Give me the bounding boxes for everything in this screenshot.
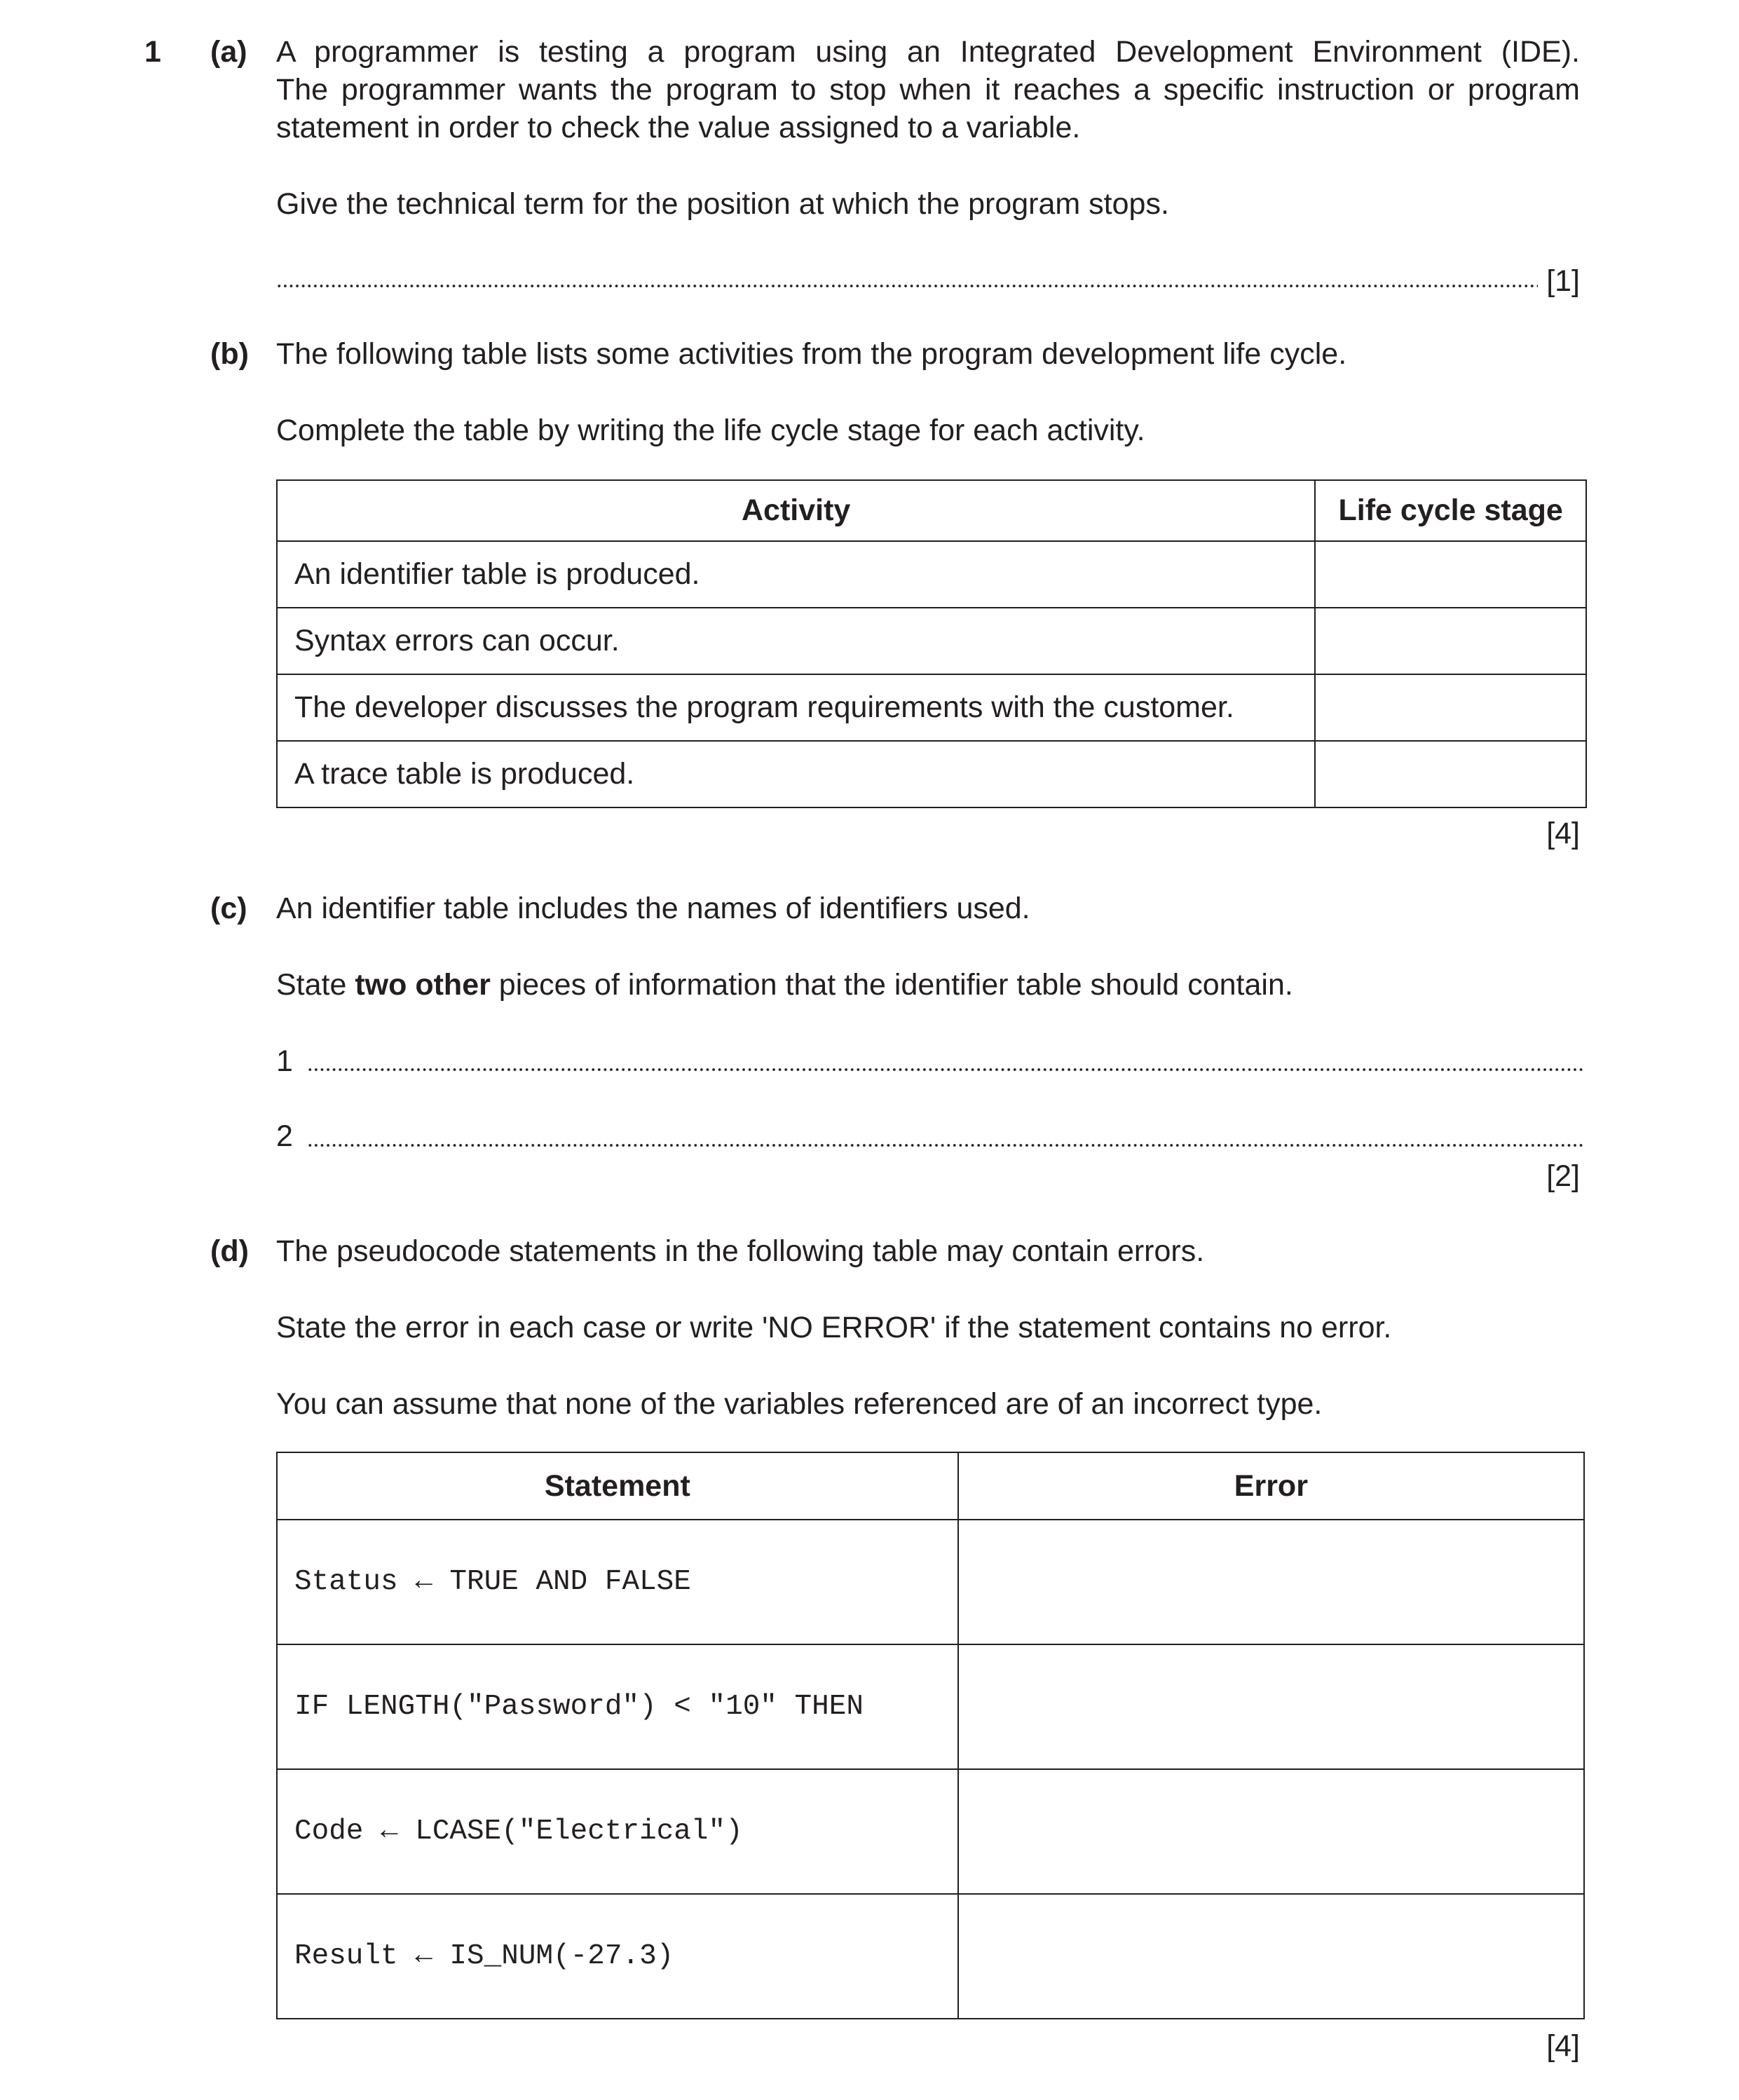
table-row — [277, 1644, 1584, 1769]
activity-header: Activity — [277, 480, 1315, 541]
part-c-marks: [2] — [1546, 1159, 1580, 1193]
table-row — [277, 1769, 1584, 1894]
table-row — [277, 608, 1586, 674]
part-c-prompt — [276, 966, 1293, 1004]
activity-cell: A trace table is produced. — [277, 741, 1315, 807]
part-c-prompt-start: State — [276, 968, 355, 1002]
part-a-label: (a) — [210, 35, 247, 69]
statement-cell: Code ← LCASE("Electrical") — [277, 1769, 958, 1894]
part-c-intro: An identifier table includes the names of identifiers used. — [276, 892, 1030, 925]
part-c-answer-line-1[interactable] — [307, 1068, 1585, 1072]
part-c-label: (c) — [210, 892, 247, 925]
life-cycle-table — [276, 479, 1587, 808]
part-b-marks: [4] — [1546, 817, 1580, 850]
table-row — [277, 541, 1586, 608]
part-a-prompt: Give the technical term for the position at which the program stops. — [276, 187, 1169, 221]
stage-answer-cell[interactable] — [1315, 608, 1586, 674]
part-c-prompt-end: pieces of information that the identifier table should contain. — [490, 968, 1293, 1002]
error-header: Error — [958, 1452, 1584, 1520]
part-a-marks: [1] — [1546, 264, 1580, 298]
part-b-prompt: Complete the table by writing the life cycle stage for each activity. — [276, 414, 1145, 447]
part-b-intro: The following table lists some activities from the program development life cycle. — [276, 337, 1347, 371]
stage-answer-cell[interactable] — [1315, 741, 1586, 807]
part-d-label: (d) — [210, 1234, 249, 1268]
part-a-answer-line[interactable] — [276, 284, 1538, 288]
stage-answer-cell[interactable] — [1315, 674, 1586, 741]
part-a-line-1: A programmer is testing a program using an Integrated Development Environment (IDE). — [276, 35, 1580, 69]
stage-answer-cell[interactable] — [1315, 541, 1586, 608]
error-answer-cell[interactable] — [958, 1769, 1584, 1894]
table-row — [277, 1894, 1584, 2019]
table-row — [277, 1520, 1584, 1644]
life-cycle-stage-header: Life cycle stage — [1315, 480, 1586, 541]
question-number: 1 — [144, 35, 161, 69]
statement-cell: Status ← TRUE AND FALSE — [277, 1520, 958, 1644]
part-a-line-3: statement in order to check the value assigned to a variable. — [276, 111, 1081, 144]
table-row — [277, 674, 1586, 741]
error-answer-cell[interactable] — [958, 1644, 1584, 1769]
part-d-marks: [4] — [1546, 2029, 1580, 2063]
statement-header: Statement — [277, 1452, 958, 1520]
pseudocode-error-table — [276, 1452, 1585, 2019]
part-c-answer-line-2[interactable] — [307, 1143, 1585, 1147]
life-cycle-table-header — [277, 480, 1586, 541]
part-b-label: (b) — [210, 337, 249, 371]
error-answer-cell[interactable] — [958, 1894, 1584, 2019]
pseudocode-table-header — [277, 1452, 1584, 1520]
activity-cell: The developer discusses the program requirements with the customer. — [277, 674, 1315, 741]
error-answer-cell[interactable] — [958, 1520, 1584, 1644]
statement-cell: IF LENGTH("Password") < "10" THEN — [277, 1644, 958, 1769]
part-d-intro: The pseudocode statements in the following table may contain errors. — [276, 1234, 1205, 1268]
activity-cell: Syntax errors can occur. — [277, 608, 1315, 674]
part-d-prompt: State the error in each case or write 'NO ERROR' if the statement contains no error. — [276, 1311, 1392, 1344]
table-row — [277, 741, 1586, 807]
answer-number-1: 1 — [276, 1044, 293, 1078]
activity-cell: An identifier table is produced. — [277, 541, 1315, 608]
part-d-note: You can assume that none of the variables referenced are of an incorrect type. — [276, 1387, 1323, 1421]
statement-cell: Result ← IS_NUM(-27.3) — [277, 1894, 958, 2019]
part-c-prompt-emphasis: two other — [355, 968, 491, 1002]
answer-number-2: 2 — [276, 1119, 293, 1153]
part-a-line-2: The programmer wants the program to stop when it reaches a specific instruction or program — [276, 73, 1580, 107]
